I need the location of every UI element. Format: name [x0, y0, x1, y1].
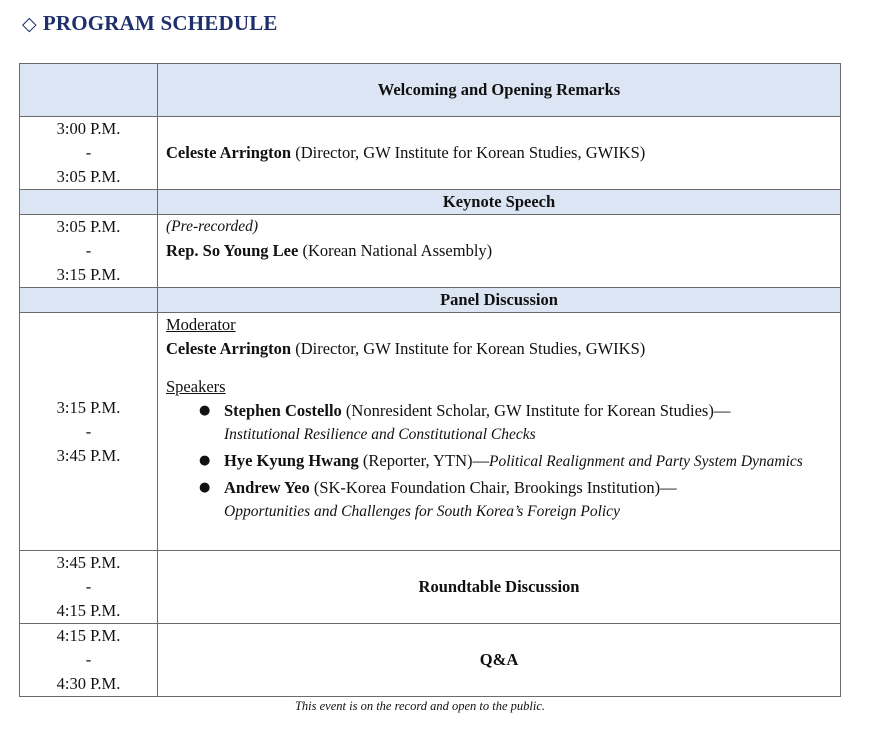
prerecorded-note: (Pre-recorded)	[166, 218, 259, 235]
time-separator: -	[85, 577, 92, 596]
list-item	[166, 476, 832, 524]
bullet-icon: ●	[199, 453, 211, 468]
bullet-icon: ●	[199, 403, 211, 418]
start-time: 3:00 P.M.	[56, 119, 121, 138]
table-row	[20, 551, 841, 624]
section-title-keynote: Keynote Speech	[158, 190, 841, 215]
moderator-label: Moderator	[166, 315, 236, 334]
time-cell	[20, 117, 158, 190]
speaker-list	[166, 399, 832, 524]
keynote-speaker-cell	[158, 215, 841, 288]
moderator-name: Celeste Arrington	[166, 339, 292, 358]
speaker-name: Andrew Yeo	[224, 478, 310, 497]
footer-note: This event is on the record and open to the public.	[294, 699, 546, 713]
speaker-name: Rep. So Young Lee	[166, 241, 299, 260]
table-row	[20, 64, 841, 117]
table-row	[20, 313, 841, 551]
schedule-table	[19, 63, 841, 697]
page-title-text: PROGRAM SCHEDULE	[42, 11, 278, 35]
opening-speaker-cell	[158, 117, 841, 190]
speaker-topic: Opportunities and Challenges for South Korea’s Foreign Policy	[224, 503, 620, 520]
speaker-detail: (Director, GW Institute for Korean Studies, GWIKS)	[291, 143, 646, 162]
empty-cell	[20, 190, 158, 215]
speaker-topic: Political Realignment and Party System Dynamics	[489, 453, 803, 470]
list-item	[166, 449, 832, 474]
start-time: 4:15 P.M.	[56, 626, 121, 645]
start-time: 3:05 P.M.	[56, 217, 121, 236]
start-time: 3:45 P.M.	[56, 553, 121, 572]
bullet-icon: ●	[199, 480, 211, 495]
speaker-detail: (SK-Korea Foundation Chair, Brookings Institution)—	[309, 478, 677, 497]
speaker-detail: (Korean National Assembly)	[298, 241, 493, 260]
moderator-detail: (Director, GW Institute for Korean Studies, GWIKS)	[291, 339, 646, 358]
speaker-topic: Institutional Resilience and Constitutional Checks	[224, 426, 536, 443]
end-time: 4:30 P.M.	[56, 674, 121, 693]
speaker-name: Celeste Arrington	[166, 143, 292, 162]
empty-cell	[20, 288, 158, 313]
table-row	[20, 624, 841, 697]
time-separator: -	[85, 241, 92, 260]
speaker-detail: (Nonresident Scholar, GW Institute for Korean Studies)—	[341, 401, 731, 420]
section-title-panel: Panel Discussion	[158, 288, 841, 313]
table-row	[20, 215, 841, 288]
section-title-qa: Q&A	[158, 624, 841, 697]
table-row	[20, 190, 841, 215]
time-separator: -	[85, 143, 92, 162]
time-separator: -	[85, 421, 92, 441]
section-title-roundtable: Roundtable Discussion	[158, 551, 841, 624]
panel-cell	[158, 313, 841, 551]
time-cell	[20, 551, 158, 624]
table-row	[20, 117, 841, 190]
time-separator: -	[85, 650, 92, 669]
speaker-name: Stephen Costello	[224, 401, 342, 420]
table-row	[20, 288, 841, 313]
speaker-name: Hye Kyung Hwang	[224, 451, 359, 470]
end-time: 3:05 P.M.	[56, 167, 121, 186]
time-cell	[20, 313, 158, 551]
diamond-icon: ◇	[22, 13, 37, 35]
time-cell	[20, 624, 158, 697]
time-cell	[20, 215, 158, 288]
end-time: 3:15 P.M.	[56, 265, 121, 284]
section-title-welcome: Welcoming and Opening Remarks	[158, 64, 841, 117]
empty-cell	[20, 64, 158, 117]
speakers-label: Speakers	[166, 377, 226, 396]
page-title	[22, 11, 278, 36]
start-time: 3:15 P.M.	[56, 397, 121, 417]
list-item	[166, 399, 832, 447]
end-time: 3:45 P.M.	[56, 445, 121, 465]
speaker-detail: (Reporter, YTN)—	[358, 451, 490, 470]
end-time: 4:15 P.M.	[56, 601, 121, 620]
